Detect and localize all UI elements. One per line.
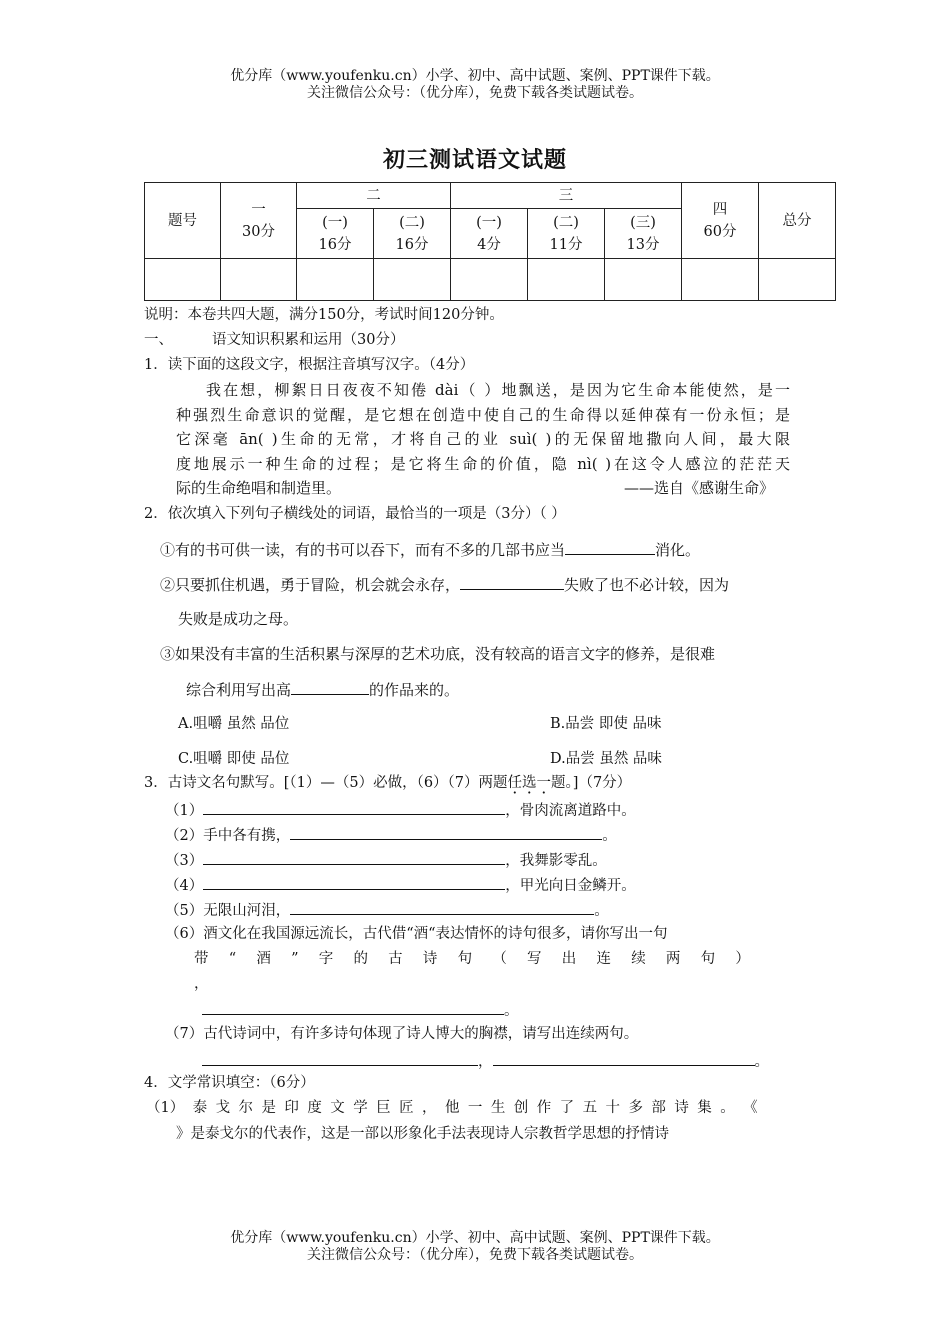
- score-col-two: 二: [297, 183, 451, 209]
- score-col-two-b: (二) 16分: [374, 209, 451, 259]
- q2-blank-1[interactable]: [565, 539, 655, 555]
- score-table: [144, 182, 836, 301]
- q3-blank-4[interactable]: [203, 874, 505, 890]
- q3-item-4: （4） ，甲光向日金鳞开。: [165, 874, 636, 896]
- q4-stem: 4．文学常识填空：（6分）: [144, 1075, 315, 1091]
- q2-option-d[interactable]: D.品尝 虽然 品味: [550, 751, 662, 767]
- q3-item-2: （2）手中各有携， 。: [165, 824, 617, 846]
- score-cell-three-a[interactable]: [451, 259, 528, 301]
- header-line-2: 关注微信公众号：（优分库），免费下载各类试题试卷。: [307, 85, 643, 101]
- footer-line-1: 优分库（www.youfenku.cn）小学、初中、高中试题、案例、PPT课件下载。: [230, 1230, 720, 1246]
- footer-line-2: 关注微信公众号：（优分库），免费下载各类试题试卷。: [307, 1247, 643, 1263]
- q3-blank-7b[interactable]: [493, 1050, 755, 1066]
- score-cell-two-b[interactable]: [374, 259, 451, 301]
- exam-note: 说明：本卷共四大题，满分150分，考试时间120分钟。: [144, 307, 504, 323]
- score-cell-total[interactable]: [759, 259, 836, 301]
- q4-line-2: 》是泰戈尔的代表作，这是一部以形象化手法表现诗人宗教哲学思想的抒情诗: [176, 1126, 669, 1142]
- q3-item-3: （3） ，我舞影零乱。: [165, 849, 607, 871]
- section-1-title: 语文知识积累和运用（30分）: [212, 332, 405, 348]
- q2-blank-3[interactable]: [291, 679, 369, 695]
- score-table-label: 题号: [145, 183, 221, 259]
- q1-stem: 1．读下面的这段文字，根据注音填写汉字。（4分）: [144, 357, 475, 373]
- q2-option-b[interactable]: B.品尝 即使 品味: [550, 716, 662, 732]
- q2-option-c[interactable]: C.咀嚼 即使 品位: [178, 751, 290, 767]
- q3-item-6-comma: ，: [194, 976, 209, 992]
- q3-item-5: （5）无限山河泪， 。: [165, 899, 609, 921]
- q3-blank-7a[interactable]: [202, 1050, 478, 1066]
- q1-source: ——选自《感谢生命》: [623, 479, 774, 497]
- q3-blank-5[interactable]: [290, 899, 594, 915]
- q2-sentence-2-cont: 失败是成功之母。: [178, 610, 299, 628]
- q2-sentence-3: ③如果没有丰富的生活积累与深厚的艺术功底，没有较高的语言文字的修养，是很难: [160, 645, 716, 663]
- score-col-two-a: (一) 16分: [297, 209, 374, 259]
- score-cell-four[interactable]: [682, 259, 759, 301]
- q2-sentence-2: ②只要抓住机遇，勇于冒险，机会就会永存， 失败了也不必计较，因为: [160, 576, 730, 594]
- q3-item-6-cont: 带 “ 酒 ” 字 的 古 诗 句 （ 写 出 连 续 两 句 ）: [194, 951, 750, 967]
- q4-line-1: （1） 泰 戈 尔 是 印 度 文 学 巨 匠 ， 他 一 生 创 作 了 五 十 多 部 诗 集 。 《: [146, 1100, 758, 1116]
- q2-stem: 2．依次填入下列句子横线处的词语，最恰当的一项是（3分）（ ）: [144, 506, 566, 522]
- q3-item-6-answer: 。: [202, 999, 519, 1021]
- score-col-four: 四 60分: [682, 183, 759, 259]
- score-col-three-c: (三) 13分: [605, 209, 682, 259]
- score-cell-blank[interactable]: [145, 259, 221, 301]
- q3-item-7: （7）古代诗词中，有许多诗句体现了诗人博大的胸襟，请写出连续两句。: [165, 1026, 639, 1042]
- q3-blank-3[interactable]: [203, 849, 505, 865]
- q2-sentence-3-cont: 综合利用写出高 的作品来的。: [186, 681, 460, 699]
- section-1-num: 一、: [144, 332, 173, 348]
- q3-stem: 3．古诗文名句默写。[（1）—（5）必做，（6）（7）两题任选一题。]（7分）: [144, 775, 632, 791]
- score-cell-two-a[interactable]: [297, 259, 374, 301]
- q3-item-6: （6）酒文化在我国源远流长，古代借“酒“表达情怀的诗句很多，请你写出一句: [165, 926, 668, 942]
- score-col-three-b: (二) 11分: [528, 209, 605, 259]
- score-col-three: 三: [451, 183, 682, 209]
- q1-passage: 我在想，柳絮日日夜夜不知倦 dài（ ）地飘送，是因为它生命本能使然，是一 种强烈生命意识的觉醒，是它想在创造中使自己的生命得以延伸葆有一份永恒；是 它深毫 ān( )生命的无常，才将自己的业 suì( )的无保留地撒向人间，最大限 度地展示一种生命的过程；是它将生命的价值，隐 nì( )在这令人感泣的茫茫天 际的生命绝唱和制造里。 ——选自《感谢生命》: [176, 378, 790, 501]
- page-title: 初三测试语文试题: [382, 147, 567, 173]
- q2-sentence-1: ①有的书可供一读，有的书可以吞下，而有不多的几部书应当 消化。: [160, 541, 701, 559]
- score-col-total: 总分: [759, 183, 836, 259]
- q3-item-1: （1） ，骨肉流离道路中。: [165, 799, 636, 821]
- q3-blank-6[interactable]: [202, 999, 504, 1015]
- q3-item-7-answer: ， 。: [202, 1050, 769, 1072]
- score-col-three-a: (一) 4分: [451, 209, 528, 259]
- score-cell-three-c[interactable]: [605, 259, 682, 301]
- score-cell-three-b[interactable]: [528, 259, 605, 301]
- q3-blank-2[interactable]: [290, 824, 602, 840]
- q2-blank-2[interactable]: [460, 574, 564, 590]
- header-line-1: 优分库（www.youfenku.cn）小学、初中、高中试题、案例、PPT课件下载。: [230, 68, 720, 84]
- q3-blank-1[interactable]: [203, 799, 505, 815]
- score-cell-one[interactable]: [221, 259, 297, 301]
- score-col-one: 一 30分: [221, 183, 297, 259]
- q2-option-a[interactable]: A.咀嚼 虽然 品位: [178, 716, 290, 732]
